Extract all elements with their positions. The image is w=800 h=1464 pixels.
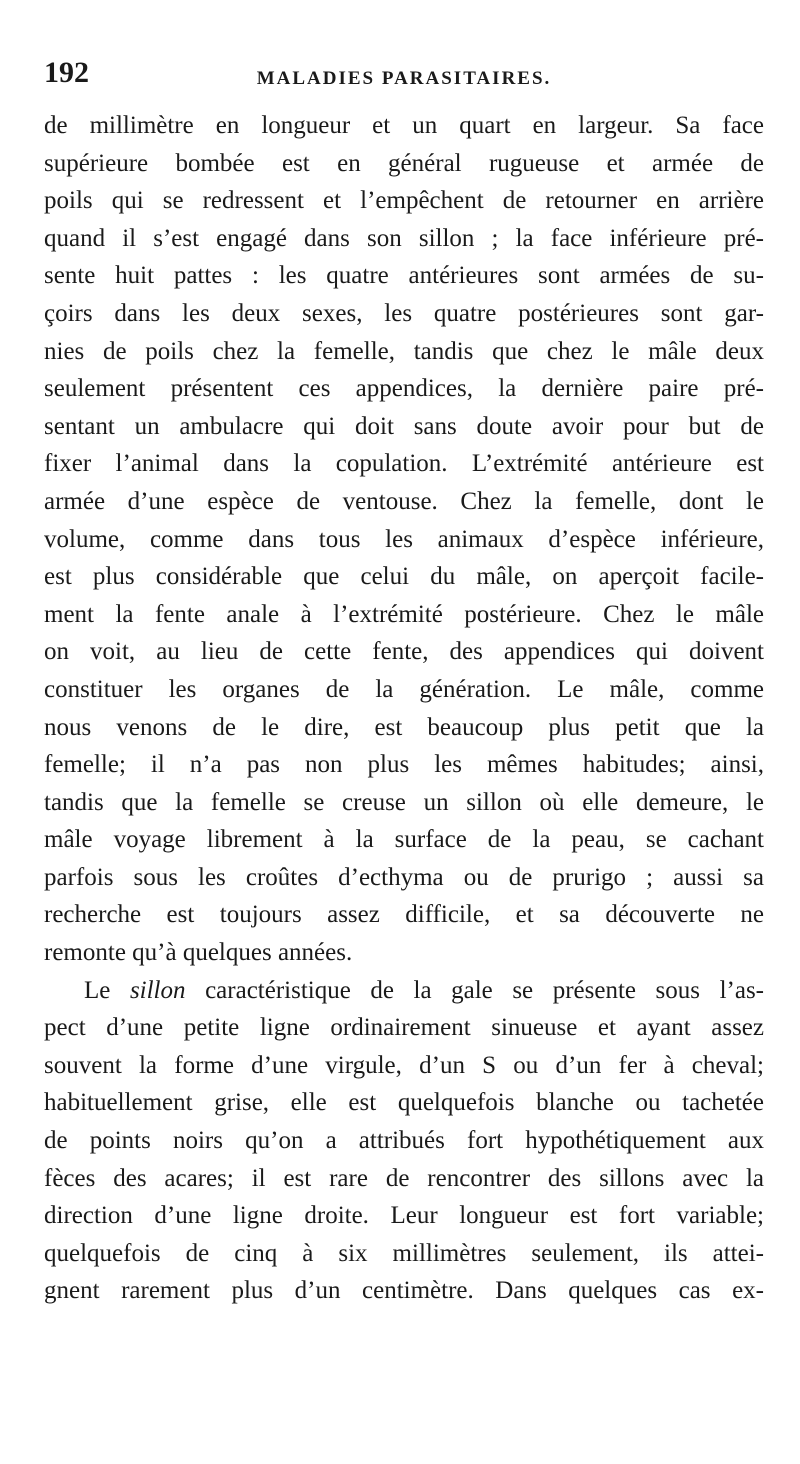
text-line: quand il s’est engagé dans son sillon ; la face inférieure pré- xyxy=(44,224,764,252)
text-line: fixer l’animal dans la copulation. L’extrémité antérieure est xyxy=(44,450,764,478)
text-line: parfois sous les croûtes d’ecthyma ou de prurigo ; aussi sa xyxy=(44,863,764,891)
emphasized-term: sillon xyxy=(129,976,186,1004)
text-line: on voit, au lieu de cette fente, des appendices qui doivent xyxy=(44,638,764,666)
text-line: sente huit pattes : les quatre antérieures sont armées de su- xyxy=(44,262,764,290)
text-line: constituer les organes de la génération. Le mâle, comme xyxy=(44,675,764,703)
text-line: habituellement grise, elle est quelquefois blanche ou tachetée xyxy=(44,1089,764,1117)
paragraph xyxy=(44,107,764,972)
text-line: est plus considérable que celui du mâle, on aperçoit facile- xyxy=(44,563,764,591)
text-line: pect d’une petite ligne ordinairement sinueuse et ayant assez xyxy=(44,1014,764,1042)
body-text xyxy=(44,107,764,1310)
text-line: çoirs dans les deux sexes, les quatre postérieures sont gar- xyxy=(44,299,764,327)
text-line: de points noirs qu’on a attribués fort hypothétiquement aux xyxy=(44,1127,764,1155)
text-line: supérieure bombée est en général rugueuse et armée de xyxy=(44,149,764,177)
text-line: fèces des acares; il est rare de rencontrer des sillons avec la xyxy=(44,1164,764,1192)
text-line: gnent rarement plus d’un centimètre. Dans quelques cas ex- xyxy=(44,1277,764,1305)
text-line: volume, comme dans tous les animaux d’espèce inférieure, xyxy=(44,525,764,553)
text-line: poils qui se redressent et l’empêchent de retourner en arrière xyxy=(44,187,764,215)
text-line: ment la fente anale à l’extrémité postérieure. Chez le mâle xyxy=(44,600,764,628)
page-number: 192 xyxy=(44,56,89,89)
text-line: direction d’une ligne droite. Leur longueur est fort variable; xyxy=(44,1202,764,1230)
text-line: femelle; il n’a pas non plus les mêmes habitudes; ainsi, xyxy=(44,751,764,779)
text-line: nies de poils chez la femelle, tandis que chez le mâle deux xyxy=(44,337,764,365)
text-line: seulement présentent ces appendices, la dernière paire pré- xyxy=(44,375,764,403)
text-line xyxy=(44,972,764,1010)
text-line: de millimètre en longueur et un quart en largeur. Sa face xyxy=(44,112,764,139)
text-line: mâle voyage librement à la surface de la peau, se cachant xyxy=(44,826,764,854)
running-title: MALADIES PARASITAIRES. xyxy=(256,68,552,89)
text-line: recherche est toujours assez difficile, et sa découverte ne xyxy=(44,901,764,929)
page-header xyxy=(44,56,764,96)
paragraph xyxy=(44,972,764,1310)
text-line: armée d’une espèce de ventouse. Chez la femelle, dont le xyxy=(44,487,764,515)
text-line: remonte qu’à quelques années. xyxy=(44,939,353,967)
text-line: nous venons de le dire, est beaucoup plus petit que la xyxy=(44,713,764,741)
text-line: quelquefois de cinq à six millimètres seulement, ils attei- xyxy=(44,1239,764,1267)
text-line: tandis que la femelle se creuse un sillon où elle demeure, le xyxy=(44,788,764,816)
line-rest: caractéristique de la gale se présente sous l’as- xyxy=(205,976,765,1004)
text-line: souvent la forme d’une virgule, d’un S ou d’un fer à cheval; xyxy=(44,1051,764,1079)
text-line: sentant un ambulacre qui doit sans doute avoir pour but de xyxy=(44,412,764,440)
lead-word: Le xyxy=(84,976,111,1004)
